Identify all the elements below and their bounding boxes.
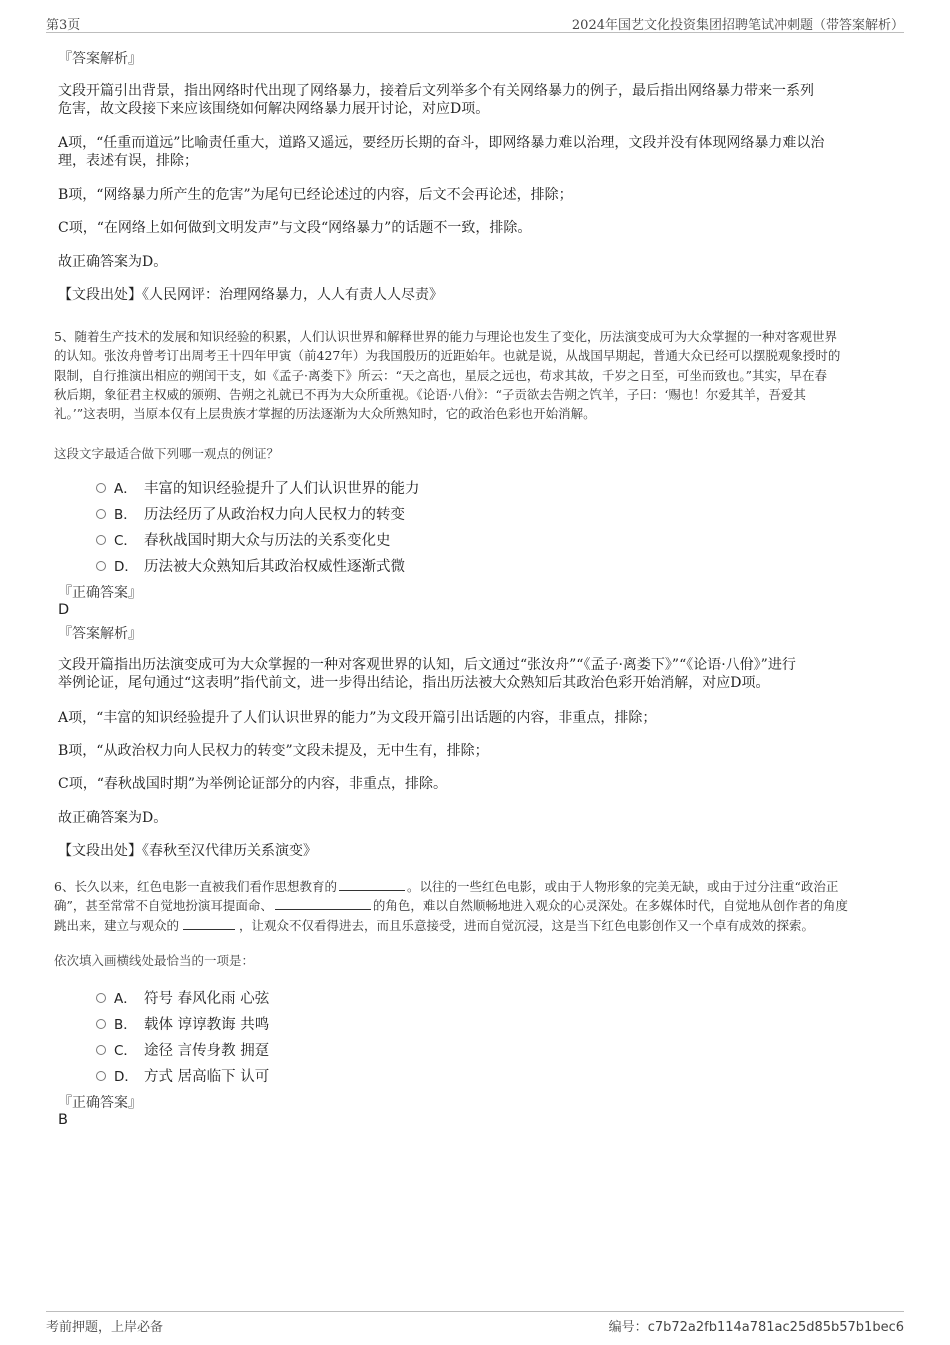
option-text: 历法被大众熟知后其政治权威性逐渐式微 bbox=[144, 559, 405, 575]
correct-answer-label: 『正确答案』 bbox=[58, 1095, 142, 1111]
text-source: 【文段出处】《春秋至汉代律历关系演变》 bbox=[58, 843, 317, 859]
text-line bbox=[54, 896, 900, 915]
question-5-stem: 这段文字最适合做下列哪一观点的例证？ bbox=[54, 446, 280, 461]
radio-icon[interactable] bbox=[96, 561, 106, 571]
option-text: 载体 谆谆教诲 共鸣 bbox=[144, 1017, 270, 1033]
analysis-option-b: B项，“网络暴力所产生的危害”为尾句已经论述过的内容，后文不会再论述，排除； bbox=[58, 187, 573, 203]
text-line: 礼。’”这表明，当原本仅有上层贵族才掌握的历法逐渐为大众所熟知时，它的政治色彩也开始消解。 bbox=[54, 406, 596, 422]
radio-icon[interactable] bbox=[96, 1045, 106, 1055]
text-line: 文段开篇引出背景，指出网络时代出现了网络暴力，接着后文列举多个有关网络暴力的例子，最后指出网络暴力带来一系列 bbox=[58, 83, 814, 99]
correct-answer-label: 『正确答案』 bbox=[58, 585, 142, 601]
correct-answer-value: D bbox=[58, 602, 70, 618]
answer-analysis-label: 『答案解析』 bbox=[58, 626, 142, 642]
option-text: 春秋战国时期大众与历法的关系变化史 bbox=[144, 533, 391, 549]
fill-blank bbox=[339, 878, 405, 891]
option-text: 途径 言传身教 拥趸 bbox=[144, 1043, 270, 1059]
text-source: 【文段出处】《人民网评：治理网络暴力，人人有责人人尽责》 bbox=[58, 287, 443, 303]
question-6-stem: 依次填入画横线处最恰当的一项是： bbox=[54, 953, 255, 968]
option-d[interactable] bbox=[96, 1065, 269, 1085]
footer-slogan: 考前押题，上岸必备 bbox=[46, 1320, 164, 1335]
radio-icon[interactable] bbox=[96, 535, 106, 545]
analysis-option-b: B项，“从政治权力向人民权力的转变”文段未提及，无中生有，排除； bbox=[58, 743, 489, 759]
analysis-conclusion: 故正确答案为D。 bbox=[58, 810, 168, 826]
text-line: 危害，故文段接下来应该围绕如何解决网络暴力展开讨论，对应D项。 bbox=[58, 101, 490, 117]
analysis-option-c: C项，“春秋战国时期”为举例论证部分的内容，非重点，排除。 bbox=[58, 776, 448, 792]
text-line: 秋后期，象征君主权威的颁朔、告朔之礼就已不再为大众所重视。《论语·八佾》：“子贡欲去告朔之饩羊，子曰：‘赐也！尔爱其羊，吾爱其 bbox=[54, 386, 806, 402]
radio-icon[interactable] bbox=[96, 509, 106, 519]
text-segment: 6、长久以来，红色电影一直被我们看作思想教育的 bbox=[54, 879, 337, 894]
analysis-option-a: A项，“丰富的知识经验提升了人们认识世界的能力”为文段开篇引出话题的内容，非重点，排除； bbox=[58, 710, 657, 726]
radio-icon[interactable] bbox=[96, 993, 106, 1003]
option-text: 符号 春风化雨 心弦 bbox=[144, 991, 270, 1007]
option-letter: A． bbox=[114, 991, 137, 1007]
option-c[interactable] bbox=[96, 1039, 269, 1059]
text-segment: 确”，甚至常常不自觉地扮演耳提面命、 bbox=[54, 898, 273, 914]
analysis-paragraph bbox=[58, 82, 890, 118]
text-segment: 的角色，难以自然顺畅地进入观众的心灵深处。在多媒体时代，自觉地从创作者的角度 bbox=[372, 898, 848, 914]
text-line bbox=[54, 877, 900, 896]
page-footer bbox=[46, 1311, 904, 1334]
document-code bbox=[609, 1316, 904, 1335]
text-segment: 。以往的一些红色电影，或由于人物形象的完美无缺，或由于过分注重“政治正 bbox=[406, 879, 839, 894]
question-5-text bbox=[54, 327, 900, 423]
text-line: 理，表述有误，排除； bbox=[58, 153, 198, 169]
document-title: 2024年国艺文化投资集团招聘笔试冲刺题（带答案解析） bbox=[571, 18, 904, 33]
answer-analysis-label: 『答案解析』 bbox=[58, 51, 142, 67]
fill-blank bbox=[275, 897, 371, 910]
text-segment: ，让观众不仅看得进去，而且乐意接受，进而自觉沉浸，这是当下红色电影创作又一个卓有成效的探索。 bbox=[239, 917, 815, 933]
text-line: 5、随着生产技术的发展和知识经验的积累，人们认识世界和解释世界的能力与理论也发生了变化，历法演变成可为大众掌握的一种对客观世界 bbox=[54, 329, 837, 344]
option-letter: B． bbox=[114, 1017, 137, 1033]
text-line: 的认知。张汝舟曾考订出周考王十四年甲寅（前427年）为我国殷历的近距始年。也就是说，从战国早期起，普通大众已经可以摆脱观象授时的 bbox=[54, 348, 841, 364]
option-letter: D． bbox=[114, 559, 138, 575]
option-letter: A． bbox=[114, 481, 137, 497]
analysis-option-a bbox=[58, 134, 890, 170]
code-label: 编号： bbox=[608, 1320, 648, 1335]
radio-icon[interactable] bbox=[96, 483, 106, 493]
text-segment: 跳出来，建立与观众的 bbox=[54, 917, 180, 933]
option-text: 方式 居高临下 认可 bbox=[144, 1069, 270, 1085]
option-text: 历法经历了从政治权力向人民权力的转变 bbox=[144, 507, 405, 523]
option-a[interactable] bbox=[96, 477, 420, 497]
text-line: A项，“任重而道远”比喻责任重大，道路又遥远，要经历长期的奋斗，即网络暴力难以治理，文段并没有体现网络暴力难以治 bbox=[58, 135, 825, 151]
text-line: 举例论证，尾句通过“这表明”指代前文，进一步得出结论，指出历法被大众熟知后其政治色彩开始消解，对应D项。 bbox=[58, 675, 770, 691]
radio-icon[interactable] bbox=[96, 1071, 106, 1081]
option-letter: D． bbox=[114, 1069, 138, 1085]
option-letter: C． bbox=[114, 533, 137, 549]
page-header bbox=[46, 12, 904, 33]
option-a[interactable] bbox=[96, 987, 269, 1007]
analysis-paragraph bbox=[58, 656, 890, 692]
option-letter: C． bbox=[114, 1043, 137, 1059]
question-6-text bbox=[54, 877, 900, 935]
radio-icon[interactable] bbox=[96, 1019, 106, 1029]
text-line: 限制，自行推演出相应的朔闰干支，如《孟子·离娄下》所云：“天之高也，星辰之远也，苟求其故，千岁之日至，可坐而致也。”其实，早在春 bbox=[54, 367, 828, 383]
option-letter: B． bbox=[114, 507, 137, 523]
option-b[interactable] bbox=[96, 503, 405, 523]
option-b[interactable] bbox=[96, 1013, 269, 1033]
option-text: 丰富的知识经验提升了人们认识世界的能力 bbox=[144, 481, 420, 497]
code-value: c7b72a2fb114a781ac25d85b57b1bec6 bbox=[647, 1320, 904, 1335]
fill-blank bbox=[183, 917, 235, 930]
text-line: 文段开篇指出历法演变成可为大众掌握的一种对客观世界的认知，后文通过“张汝舟”“《孟子·离娄下》”“《论语·八佾》”进行 bbox=[58, 657, 796, 673]
text-line bbox=[54, 916, 900, 935]
option-d[interactable] bbox=[96, 555, 405, 575]
option-c[interactable] bbox=[96, 529, 391, 549]
analysis-conclusion: 故正确答案为D。 bbox=[58, 254, 168, 270]
analysis-option-c: C项，“在网络上如何做到文明发声”与文段“网络暴力”的话题不一致，排除。 bbox=[58, 220, 532, 236]
page-number: 第3页 bbox=[46, 18, 81, 33]
correct-answer-value: B bbox=[58, 1112, 68, 1128]
